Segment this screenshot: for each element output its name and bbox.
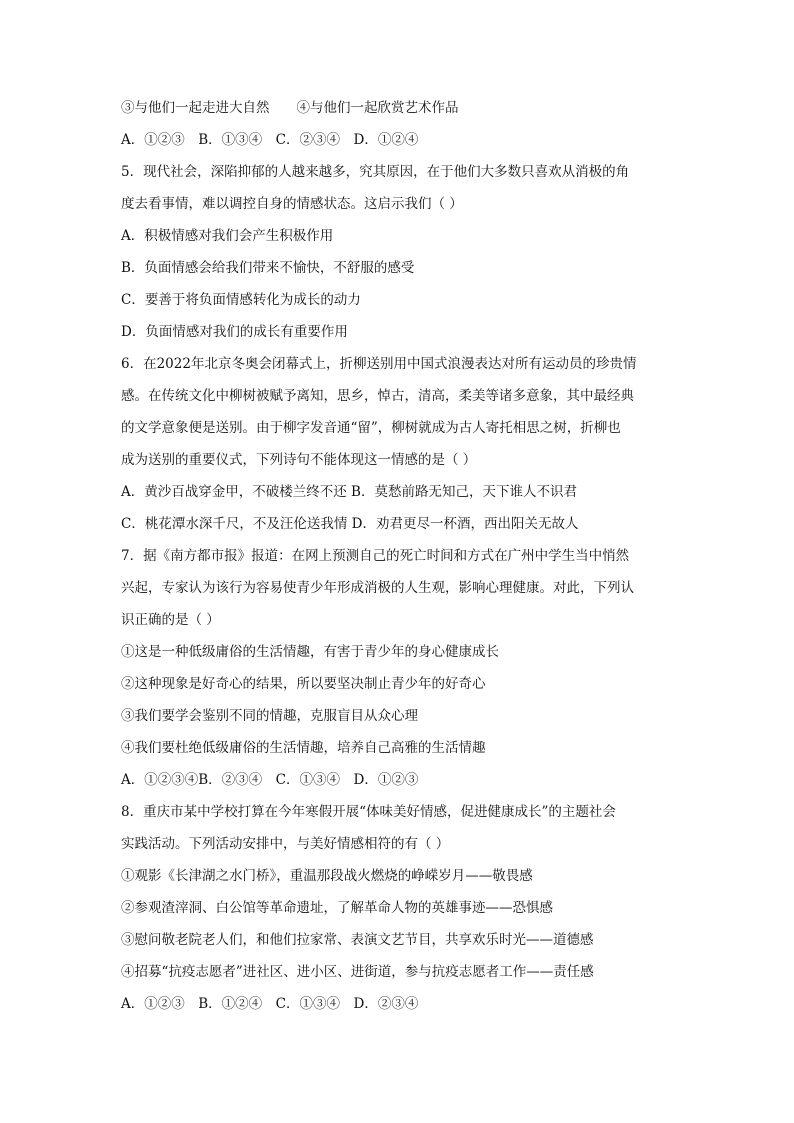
question-7-stem: 识正确的是（ ） (121, 612, 220, 628)
statement-3: ③我们要学会鉴别不同的情趣，克服盲目从众心理 (121, 708, 418, 724)
statement-2: ②这种现象是好奇心的结果，所以要坚决制止青少年的好奇心 (121, 676, 486, 692)
activity-2: ②参观渣滓洞、白公馆等革命遗址，了解革命人物的英雄事迹——恐惧感 (121, 900, 553, 916)
option-line: ③与他们一起走进大自然 ④与他们一起欣赏艺术作品 (121, 100, 459, 116)
answer-choices: A．①②③ B．①③④ C．②③④ D．①②④ (121, 132, 419, 148)
question-7-stem: 7．据《南方都市报》报道：在网上预测自己的死亡时间和方式在广州中学生当中悄然 (121, 548, 630, 564)
question-8-stem: 8．重庆市某中学校打算在今年寒假开展“体味美好情感，促进健康成长”的主题社会 (121, 804, 616, 820)
question-7-stem: 兴起，专家认为该行为容易使青少年形成消极的人生观，影响心理健康。对此，下列认 (121, 580, 634, 596)
choice-b: B．负面情感会给我们带来不愉快，不舒服的感受 (121, 260, 415, 276)
activity-1: ①观影《长津湖之水门桥》，重温那段战火燃烧的峥嵘岁月——敬畏感 (121, 868, 533, 884)
statement-4: ④我们要杜绝低级庸俗的生活情趣，培养自己高雅的生活情趣 (121, 740, 486, 756)
choice-a: A．积极情感对我们会产生积极作用 (121, 228, 334, 244)
activity-3: ③慰问敬老院老人们，和他们拉家常、表演文艺节目，共享欢乐时光——道德感 (121, 932, 594, 948)
choice-c: C．要善于将负面情感转化为成长的动力 (121, 292, 361, 308)
choices-cd: C．桃花潭水深千尺，不及汪伦送我情 D．劝君更尽一杯酒，西出阳关无故人 (121, 516, 579, 532)
question-8-stem: 实践活动。下列活动安排中，与美好情感相符的有（ ） (121, 836, 450, 852)
answer-choices: A．①②③ B．①②④ C．①③④ D．②③④ (121, 996, 419, 1012)
choices-ab: A．黄沙百战穿金甲，不破楼兰终不还 B．莫愁前路无知己，天下谁人不识君 (121, 484, 577, 500)
question-6-stem: 感。在传统文化中柳树被赋予离知，思乡，悼古，清高，柔美等诸多意象，其中最经典 (121, 388, 634, 404)
activity-4: ④招募“抗疫志愿者”进社区、进小区、进街道，参与抗疫志愿者工作——责任感 (121, 964, 594, 980)
question-6-stem: 的文学意象便是送别。由于柳字发音通“留”，柳树就成为古人寄托相思之树，折柳也 (121, 420, 621, 436)
question-5-stem: 5．现代社会，深陷抑郁的人越来越多，究其原因，在于他们大多数只喜欢从消极的角 (121, 164, 630, 180)
statement-1: ①这是一种低级庸俗的生活情趣，有害于青少年的身心健康成长 (121, 644, 499, 660)
choice-d: D．负面情感对我们的成长有重要作用 (121, 324, 348, 340)
answer-choices: A．①②③④B．②③④ C．①③④ D．①②③ (121, 772, 419, 788)
question-6-stem: 成为送别的重要仪式，下列诗句不能体现这一情感的是（ ） (121, 452, 477, 468)
question-6-stem: 6．在2022年北京冬奥会闭幕式上，折柳送别用中国式浪漫表达对所有运动员的珍贵情 (121, 356, 637, 372)
question-5-stem: 度去看事情，难以调控自身的情感状态。这启示我们（ ） (121, 196, 463, 212)
